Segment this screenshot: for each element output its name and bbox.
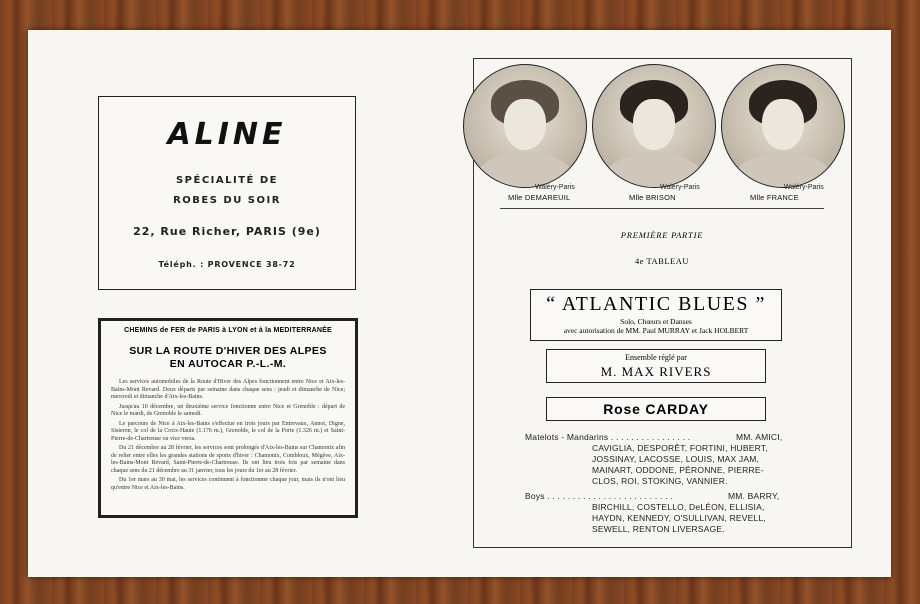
plm-paragraph: Du 1er mars au 30 mai, les services continuent à fonctionner chaque jour, mais ils n'ont lieu qu'entre Nice et Aix-les-Bains. (111, 477, 345, 491)
boys-label: Boys . . . . . . . . . . . . . . . . . . . . . . . . . (525, 491, 673, 501)
aline-specialty-line2: ROBES DU SOIR (173, 195, 281, 206)
program-authorization: avec autorisation de MM. Paul MURRAY et Jack HOLBERT (563, 326, 749, 335)
portrait-credit: Waléry-Paris (535, 184, 575, 191)
boys-line: HAYDN, KENNEDY, O'SULLIVAN, REVELL, (592, 513, 766, 523)
plm-paragraph: Du 21 décembre au 28 février, les services sont prolongés d'Aix-les-Bains sur Chamonix afin de relier entre elles les grandes stations de sports d'hiver : Chamonix, Combloux, Mégève, Aix-les-Bains-Mont Revard, Saint-Pierre-de-Chartreuse. Ils ont lieu trois fois par semaine dans chaque sens du 21 décembre au 31 janvier, tous les jours du 1er au 28 février. (111, 445, 345, 474)
boys-line: SEWELL, RENTON LIVERSAGE. (592, 524, 725, 534)
aline-address: 22, Rue Richer, PARIS (9e) (133, 225, 321, 238)
plm-paragraph: Les services automobiles de la Route d'Hiver des Alpes fonctionnent entre Nice et Aix-les-Bains-Mont Revard. Deux départs par semaine dans chaque sens : jeudi et dimanche de Nice; mercredi et dimanche d'Aix-les-Bains. (111, 379, 345, 400)
star-name: Rose CARDAY (603, 401, 709, 417)
matelots-line: CAVIGLIA, DESPORÊT, FORTINI, HUBERT, (592, 443, 768, 453)
portrait-demareuil (463, 64, 587, 188)
aline-brand: ALINE (167, 117, 287, 152)
portrait-credit: Waléry-Paris (660, 184, 700, 191)
matelots-first: MM. AMICI, (736, 432, 783, 442)
plm-paragraph: Le parcours de Nice à Aix-les-Bains s'effectue en trois jours par Entrevaux, Annot, Digne, Sisteron, le col de la Croix-Haute (1.176 m.), Grenoble, le col de la Porte (1.326 m.) et Saint-Pierre-de-Chartreuse ou vice versa. (111, 420, 345, 442)
plm-headline-line2: EN AUTOCAR P.-L.-M. (169, 358, 287, 370)
plm-headline-line1: SUR LA ROUTE D'HIVER DES ALPES (129, 345, 327, 357)
ensemble-name: M. MAX RIVERS (600, 364, 712, 379)
matelots-line: CLOS, ROI, STOKING, VANNIER. (592, 476, 728, 486)
boys-first: MM. BARRY, (728, 491, 780, 501)
aline-specialty (99, 171, 355, 211)
aline-phone: Téléph. : PROVENCE 38-72 (158, 260, 296, 269)
plm-advertisement (98, 318, 358, 518)
portrait-brison (592, 64, 716, 188)
plm-paragraph: Jusqu'au 10 décembre, un deuxième service fonctionne entre Nice et Grenoble : départ de Nice le mardi, de Grenoble le samedi. (111, 403, 345, 417)
matelots-line: JOSSINAY, LACOSSE, LOUIS, MAX JAM, (592, 454, 760, 464)
program-subtitle: Solo, Chœurs et Danses (620, 317, 692, 326)
plm-company: CHEMINS de FER de PARIS à LYON et à la MEDITERRANÉE (124, 327, 332, 334)
portrait-france (721, 64, 845, 188)
portrait-name: Mlle FRANCE (750, 193, 799, 202)
divider (500, 208, 824, 209)
aline-advertisement (98, 96, 356, 290)
ensemble-label: Ensemble réglé par (625, 353, 687, 362)
program-part: PREMIÈRE PARTIE (620, 230, 704, 240)
ensemble-box (546, 349, 766, 383)
aline-specialty-line1: SPÉCIALITÉ DE (175, 175, 279, 186)
matelots-label: Matelots - Mandarins . . . . . . . . . . . . . . . . (525, 432, 691, 442)
matelots-line: MAINART, ODDONE, PÉRONNE, PIERRE- (592, 465, 764, 475)
program-title: “ ATLANTIC BLUES ” (546, 293, 766, 315)
plm-headline (111, 345, 345, 371)
portrait-name: Mlle BRISON (629, 193, 676, 202)
star-box (546, 397, 766, 421)
boys-line: BIRCHILL, COSTELLO, DeLÉON, ELLISIA, (592, 502, 765, 512)
portrait-credit: Waléry-Paris (784, 184, 824, 191)
plm-body (111, 379, 345, 492)
program-tableau: 4e TABLEAU (635, 256, 689, 266)
title-box (530, 289, 782, 341)
portrait-name: Mlle DEMAREUIL (508, 193, 571, 202)
